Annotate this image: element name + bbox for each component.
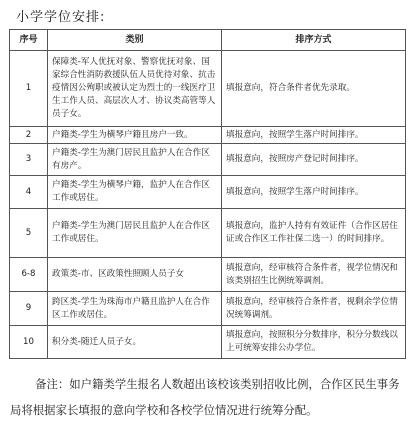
row-method: 填报意向，符合条件者优先录取。 bbox=[222, 51, 406, 127]
row-number: 3 bbox=[10, 144, 48, 176]
table-row bbox=[10, 176, 406, 209]
row-category: 户籍类-学生为横琴户籍，监护人在合作区工作或居住。 bbox=[48, 176, 222, 209]
header-method: 排序方式 bbox=[222, 30, 406, 51]
row-number: 9 bbox=[10, 292, 48, 326]
remarks-note: 备注：如户籍类学生报名人数超出该校该类别招收比例，合作区民生事务局将根据家长填报的意向学校和各校学位情况进行统筹分配。 bbox=[10, 377, 400, 417]
row-category: 跨区类-学生为珠海市户籍且监护人在合作区工作或居住。 bbox=[48, 292, 222, 326]
row-method: 填报意向，按照学生落户时间排序。 bbox=[222, 127, 406, 144]
allocation-table bbox=[9, 29, 406, 359]
header-category: 类别 bbox=[48, 30, 222, 51]
row-method: 填报意向，按照房产登记时间排序。 bbox=[222, 144, 406, 176]
row-category: 户籍类-学生为澳门居民且监护人在合作区工作或居住。 bbox=[48, 209, 222, 258]
row-number: 1 bbox=[10, 51, 48, 127]
table-row bbox=[10, 326, 406, 359]
table-row bbox=[10, 209, 406, 258]
row-number: 10 bbox=[10, 326, 48, 359]
row-method: 填报意向，经审核符合条件者，视剩余学位情况统筹调剂。 bbox=[222, 292, 406, 326]
header-no: 序号 bbox=[10, 30, 48, 51]
table-header-row bbox=[10, 30, 406, 51]
page-title: 小学学位安排: bbox=[16, 10, 106, 25]
table-row bbox=[10, 144, 406, 176]
row-category: 户籍类-学生为横琴户籍且房户一致。 bbox=[48, 127, 222, 144]
row-number: 4 bbox=[10, 176, 48, 209]
row-category: 保障类-军人优抚对象、警察优抚对象、国家综合性消防救援队伍人员优待对象、抗击疫情因公殉职或被认定为烈士的一线医疗卫生工作人员、高层次人才、协议类高管等人员子女。 bbox=[48, 51, 222, 127]
row-number: 5 bbox=[10, 209, 48, 258]
table-row bbox=[10, 258, 406, 292]
row-category: 户籍类-学生为澳门居民且监护人在合作区有房产。 bbox=[48, 144, 222, 176]
row-method: 填报意向，按照积分分数排序，积分分数线以上可统筹安排公办学位。 bbox=[222, 326, 406, 359]
row-number: 2 bbox=[10, 127, 48, 144]
row-method: 填报意向，经审核符合条件者，视学位情况和该类别招生比例统筹调剂。 bbox=[222, 258, 406, 292]
row-number: 6-8 bbox=[10, 258, 48, 292]
table-row bbox=[10, 51, 406, 127]
table-row bbox=[10, 127, 406, 144]
table-row bbox=[10, 292, 406, 326]
row-category: 政策类-市、区政策性照顾人员子女 bbox=[48, 258, 222, 292]
row-method: 填报意向，按照学生落户时间排序。 bbox=[222, 176, 406, 209]
row-category: 积分类-随迁人员子女。 bbox=[48, 326, 222, 359]
row-method: 填报意向，监护人持有有效证件（合作区居住证或合作区工作社保二选一）的时间排序。 bbox=[222, 209, 406, 258]
